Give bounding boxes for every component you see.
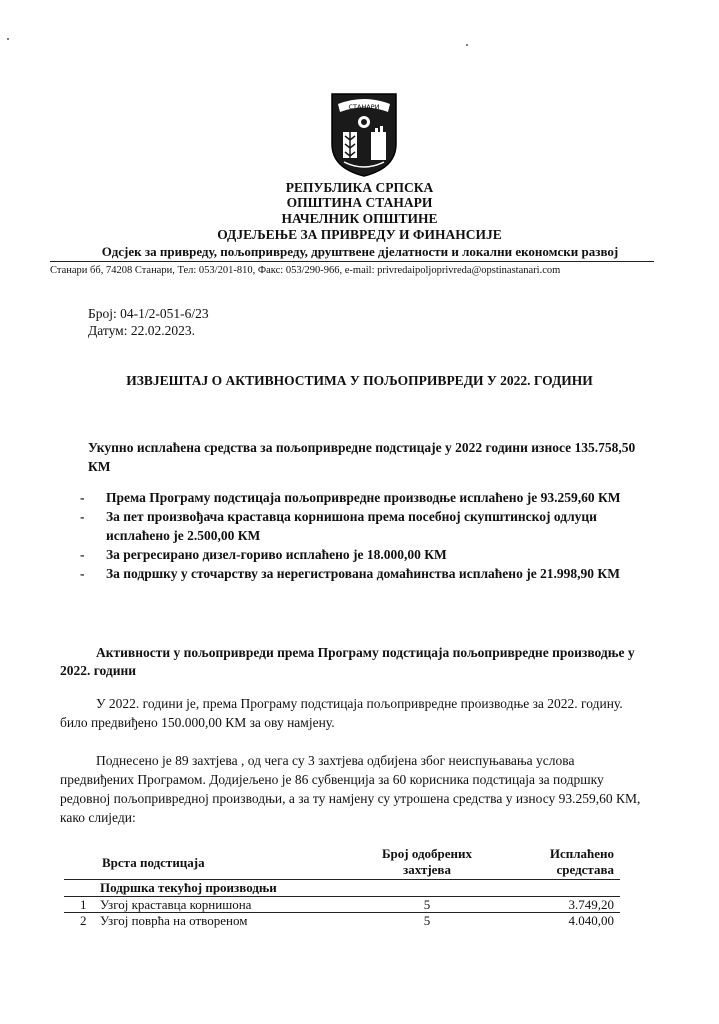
section-heading-line1: Активности у пољопривреди према Програму подстицаја пољопривредне производње у (96, 645, 635, 660)
row-number: 2 (80, 913, 87, 928)
crest-banner-text: СТАНАРИ (348, 103, 380, 111)
contact-line: Станари бб, 74208 Станари, Тел: 053/201-810, Факс: 053/290-966, e-mail: privredaipoljoprivreda@opstinastanari.com (50, 265, 561, 276)
col-header-count-l2: захтјева (403, 862, 451, 877)
row-amount: 4.040,00 (568, 913, 614, 928)
document-number: Број: 04-1/2-051-6/23 (88, 306, 209, 321)
bullet-dash: - (80, 509, 85, 524)
row-name: Узгој краставца корнишона (100, 897, 252, 912)
document-date: Датум: 22.02.2023. (88, 323, 195, 338)
paragraph-2-line1: Поднесено је 89 захтјева , од чега су 3 захтјева одбијена због неиспуњавања услова (96, 753, 575, 768)
paragraph-1-line1: У 2022. години је, према Програму подстицаја пољопривредне производње за 2022. годину. (96, 696, 623, 711)
bullet-text: За регресирано дизел-гориво исплаћено је 18.000,00 КМ (106, 547, 447, 562)
summary-bullet-continuation (80, 526, 680, 545)
col-header-paid-l1: Исплаћено (549, 846, 614, 861)
row-count: 5 (423, 897, 431, 912)
row-amount: 3.749,20 (568, 897, 614, 912)
summary-bullet (80, 488, 680, 507)
table-group-label: Подршка текућој производњи (100, 880, 277, 895)
scan-speck (7, 38, 9, 40)
header-department: ОДЈЕЉЕЊЕ ЗА ПРИВРЕДУ И ФИНАНСИЈЕ (217, 227, 502, 242)
bullet-text: За подршку у сточарству за нерегистрована домаћинства исплаћено је 21.998,90 КМ (106, 566, 620, 581)
bullet-text: исплаћено је 2.500,00 КМ (106, 528, 261, 543)
document-title: ИЗВЈЕШТАЈ О АКТИВНОСТИМА У ПОЉОПРИВРЕДИ У 2022. ГОДИНИ (126, 373, 593, 388)
section-heading-line2: 2022. години (60, 663, 137, 678)
header-municipality: ОПШТИНА СТАНАРИ (286, 195, 433, 210)
paragraph-2-line3: редовној пољопривредној производњи, а за ту намјену су утрошена средства у износу 93.259,60 КМ, (60, 791, 641, 806)
scan-speck (466, 44, 468, 46)
summary-bullet (80, 564, 680, 583)
section-name: Одсјек за привреду, пољопривреду, друштвене дјелатности и локални економски развој (101, 244, 619, 259)
summary-bullet (80, 545, 680, 564)
bullet-text: За пет произвођача краставца корнишона према посебној скупштинској одлуци (106, 509, 597, 524)
bullet-dash: - (80, 547, 85, 562)
bullet-dash: - (80, 566, 85, 581)
header-divider (50, 261, 654, 262)
row-count: 5 (423, 913, 431, 928)
paragraph-1-line2: било предвиђено 150.000,00 КМ за ову намјену. (60, 715, 335, 730)
bullet-text: Према Програму подстицаја пољопривредне производње исплаћено је 93.259,60 КМ (106, 490, 621, 505)
col-header-count-l1: Број одобрених (381, 846, 473, 861)
paragraph-2-line4: како слиједи: (60, 810, 136, 825)
summary-total-line1: Укупно исплаћена средства за пољопривредне подстицаје у 2022 години износе 135.758,50 (88, 440, 636, 455)
col-header-type: Врста подстицаја (102, 855, 205, 870)
col-header-paid-l2: средстава (556, 862, 614, 877)
row-name: Узгој поврћа на отвореном (100, 913, 248, 928)
bullet-dash: - (80, 490, 85, 505)
municipality-crest (330, 92, 398, 178)
row-number: 1 (80, 897, 87, 912)
header-mayor: НАЧЕЛНИК ОПШТИНЕ (281, 211, 438, 226)
summary-bullet (80, 507, 680, 526)
header-republic: РЕПУБЛИКА СРПСКА (285, 180, 434, 195)
summary-total-line2: КМ (88, 459, 111, 474)
paragraph-2-line2: предвиђених Програмом. Додијељено је 86 субвенција за 60 корисника подстицаја за подршку (60, 772, 604, 787)
bullet-dash (80, 526, 106, 545)
